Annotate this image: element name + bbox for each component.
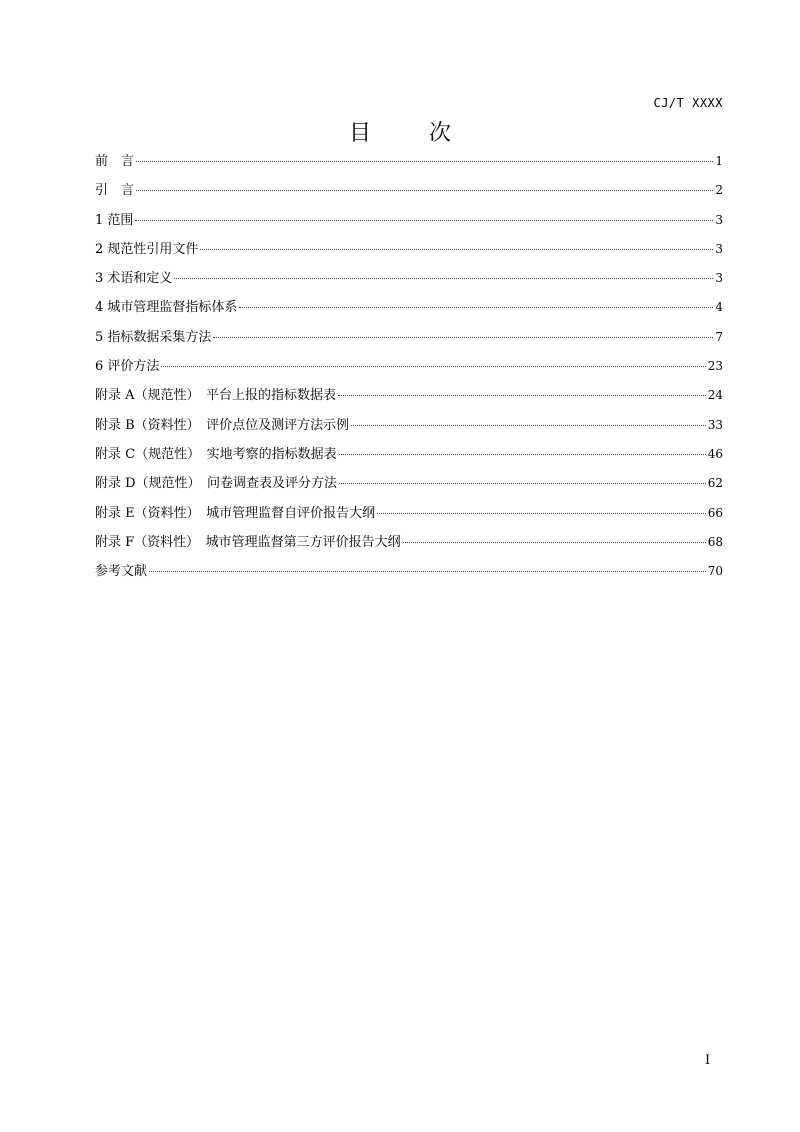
toc-entry-label: 附录 B（资料性） 评价点位及测评方法示例 bbox=[95, 417, 350, 433]
toc-leader-dots bbox=[200, 249, 713, 250]
toc-leader-dots bbox=[213, 337, 713, 338]
toc-entry-label: 附录 E（资料性） 城市管理监督自评价报告大纲 bbox=[95, 505, 376, 521]
toc-entry-label: 1 范围 bbox=[95, 212, 134, 228]
toc-entry-page: 2 bbox=[715, 183, 723, 198]
toc-entry-label: 6 评价方法 bbox=[95, 359, 160, 375]
toc-entry[interactable] bbox=[95, 151, 723, 180]
toc-entry-label: 附录 C（规范性） 实地考察的指标数据表 bbox=[95, 446, 337, 462]
toc-entry-label: 4 城市管理监督指标体系 bbox=[95, 300, 238, 316]
toc-entry[interactable] bbox=[95, 210, 723, 239]
toc-leader-dots bbox=[339, 454, 706, 455]
toc-leader-dots bbox=[149, 571, 706, 572]
toc-entry-page: 70 bbox=[707, 564, 723, 579]
toc-entry-label: 2 规范性引用文件 bbox=[95, 241, 199, 257]
doc-code: CJ/T XXXX bbox=[653, 96, 723, 110]
toc-entry[interactable] bbox=[95, 561, 723, 590]
toc-entry[interactable] bbox=[95, 503, 723, 532]
toc-entry[interactable] bbox=[95, 327, 723, 356]
toc-entry-page: 33 bbox=[707, 417, 723, 432]
toc-entry-label: 前 言 bbox=[95, 154, 135, 169]
toc-entry-page: 4 bbox=[715, 300, 723, 315]
toc-leader-dots bbox=[136, 161, 713, 162]
toc-leader-dots bbox=[403, 542, 706, 543]
page-number: I bbox=[705, 1053, 711, 1068]
toc-entry-page: 66 bbox=[707, 505, 723, 520]
toc-leader-dots bbox=[377, 513, 706, 514]
toc-entry-page: 62 bbox=[707, 476, 723, 491]
toc-entry-page: 3 bbox=[715, 241, 723, 256]
toc-leader-dots bbox=[239, 307, 713, 308]
toc-entry-label: 附录 F（资料性） 城市管理监督第三方评价报告大纲 bbox=[95, 534, 401, 550]
toc-entry-label: 3 术语和定义 bbox=[95, 271, 173, 287]
toc-entry[interactable] bbox=[95, 180, 723, 209]
toc-leader-dots bbox=[174, 278, 713, 279]
toc-entry[interactable] bbox=[95, 385, 723, 414]
toc-entry[interactable] bbox=[95, 239, 723, 268]
toc-entry[interactable] bbox=[95, 415, 723, 444]
table-of-contents bbox=[95, 151, 723, 590]
toc-entry-label: 5 指标数据采集方法 bbox=[95, 329, 212, 345]
toc-entry[interactable] bbox=[95, 356, 723, 385]
toc-leader-dots bbox=[351, 425, 706, 426]
toc-entry-label: 参考文献 bbox=[95, 564, 148, 580]
toc-entry[interactable] bbox=[95, 473, 723, 502]
toc-entry[interactable] bbox=[95, 297, 723, 326]
toc-entry-label: 附录 A（规范性） 平台上报的指标数据表 bbox=[95, 388, 337, 404]
toc-entry-page: 24 bbox=[707, 388, 723, 403]
toc-entry[interactable] bbox=[95, 444, 723, 473]
toc-entry-page: 23 bbox=[707, 359, 723, 374]
toc-entry-page: 3 bbox=[715, 212, 723, 227]
toc-entry-label: 附录 D（规范性） 问卷调查表及评分方法 bbox=[95, 476, 338, 492]
toc-entry-page: 68 bbox=[707, 534, 723, 549]
toc-leader-dots bbox=[339, 483, 706, 484]
toc-leader-dots bbox=[135, 220, 713, 221]
toc-leader-dots bbox=[161, 366, 705, 367]
toc-entry[interactable] bbox=[95, 268, 723, 297]
toc-entry-page: 7 bbox=[715, 329, 723, 344]
toc-entry-label: 引 言 bbox=[95, 183, 135, 199]
toc-entry-page: 1 bbox=[715, 154, 723, 168]
toc-leader-dots bbox=[338, 395, 706, 396]
page-title: 目 次 bbox=[348, 121, 469, 146]
toc-entry-page: 46 bbox=[707, 446, 723, 461]
toc-leader-dots bbox=[136, 190, 713, 191]
toc-entry[interactable] bbox=[95, 532, 723, 561]
toc-entry-page: 3 bbox=[715, 271, 723, 286]
